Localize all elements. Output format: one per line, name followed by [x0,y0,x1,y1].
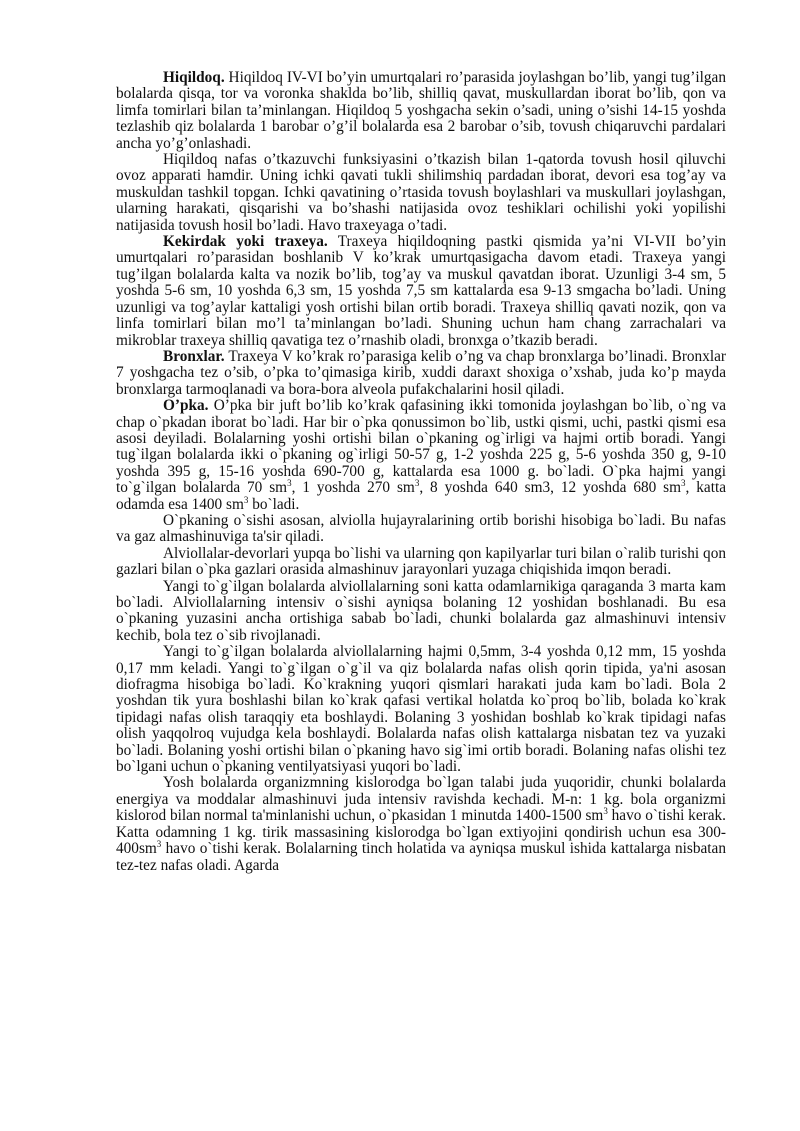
paragraph-opka-growth [116,513,726,546]
paragraph-text: , katta odamda esa 1400 sm [116,479,726,513]
paragraph-oxygen-demand [116,775,726,873]
paragraph-alviollalar-count [116,579,726,645]
paragraph-text: bo`ladi. [248,495,300,513]
paragraph-hiqildoq-function [116,152,726,234]
paragraph-hiqildoq [116,70,726,152]
paragraph-text: Yosh bolalarda organizmning kislorodga bo`lgan talabi juda yuqoridir, chunki bolalarda energiya va moddalar almashinuvi juda intensiv ravishda kechadi. M-n: 1 kg. bola organizmi kislorod bilan normal ta'minlanishi uchun, o`pkasidan 1 minutda 1400-1500 sm [116,774,726,825]
paragraph-text: O’pka bir juft bo’lib ko’krak qafasining ikki tomonida joylashgan bo`lib, o`ng va chap o`pkadan iborat bo`ladi. Har bir o`pka qonussimon bo`lib, ustki qismi, uchi, pastki qismi esa asosi deyiladi. Bolalarning yoshi ortishi bilan o`pkaning og`irligi va hajmi ortib boradi. Yangi tug`ilgan bolalarda ikki o`pkaning og`irligi 50-57 g, 1-2 yoshda 225 g, 5-6 yoshda 350 g, 9-10 yoshda 395 g, 15-16 yoshda 690-700 g, kattalarda esa 1000 g. bo`ladi. O`pka hajmi yangi to`g`ilgan bolalarda 70 sm [116,397,726,497]
paragraph-heading: Kekirdak yoki traxeya. [163,233,328,251]
paragraph-text: Traxeya hiqildoqning pastki qismida ya’ni VI-VII bo’yin umurtqalari ro’parasidan boshlanib V ko’krak umurtqasigacha davom etadi. Traxeya yangi tug’ilgan bolalarda kalta va nozik bo’lib, tog’ay va muskul qavatdan iborat. Uzunligi 3-4 sm, 5 yoshda 5-6 sm, 10 yoshda 6,3 sm, 15 yoshda 7,5 sm kattalarda esa 9-13 smgacha bo’ladi. Uning uzunligi va tog’aylar kattaligi yosh ortishi bilan ortib boradi. Traxeya shilliq qavati nozik, qon va linfa tomirlari bilan mo’l ta’minlangan bo’ladi. Shuning uchun ham chang zarrachalari va mikroblar traxeya shilliq qavatiga tez o’rnashib oladi, bronxga o’tkazib beradi. [116,233,726,349]
paragraph-text: havo o`tishi kerak. Bolalarning tinch holatida va ayniqsa muskul ishida kattalarga nisbatan tez-tez nafas oladi. Agarda [116,840,726,874]
superscript: 3 [681,478,686,489]
paragraph-text: Yangi to`g`ilgan bolalarda alviollalarning soni katta odamlarnikiga qaraganda 3 marta kam bo`ladi. Alviollalarning intensiv o`sishi ayniqsa bolaning 12 yoshidan boshlanadi. Bu esa o`pkaning yuzasini ancha ortishiga sabab bo`ladi, chunki bolalarda gaz almashinuvi intensiv kechib, bola tez o`sib rivojlanadi. [116,577,726,644]
paragraph-text: Hiqildoq nafas o’tkazuvchi funksiyasini o’tkazish bilan 1-qatorda tovush hosil qiluvchi ovoz apparati hamdir. Uning ichki qavati tukli shilimshiq pardadan iborat, devori esa tog’ay va muskuldan tashkil topgan. Ichki qavatining o’rtasida tovush boylashlari va muskullari joylashgan, ularning harakati, qisqarishi va bo’shashi natijasida ovoz teshiklari ochilishi yoki yopilishi natijasida tovush hosil bo’ladi. Havo traxeyaga o’tadi. [116,151,726,234]
paragraph-text: Traxeya V ko’krak ro’parasiga kelib o’ng va chap bronxlarga bo’linadi. Bronxlar 7 yoshgacha tez o’sib, o’pka to’qimasiga kirib, xuddi daraxt shoxiga o’xshab, juda ko’p mayda bronxlarga tarmoqlanadi va bora-bora alveola pufakchalarini hosil qiladi. [116,347,726,398]
paragraph-text: havo o`tishi kerak. Katta odamning 1 kg. tirik massasining kislorodga bo`lgan extiyojini qondirish uchun esa 300-400sm [116,807,726,858]
superscript: 3 [243,494,249,505]
superscript: 3 [603,806,608,817]
paragraph-text: Alviollalar-devorlari yupqa bo`lishi va ularning qon kapilyarlar turi bilan o`ralib turishi qon gazlari bilan o`pka gazlari orasida almashinuv jarayonlari yuzaga chiqishida imqon beradi. [116,544,726,579]
paragraph-text: O`pkaning o`sishi asosan, alviolla hujayralarining ortib borishi hisobiga bo`ladi. Bu nafas va gaz almashinuviga ta'sir qiladi. [116,511,726,546]
paragraph-traxeya [116,234,726,349]
paragraph-text: Yangi to`g`ilgan bolalarda alviollalarning hajmi 0,5mm, 3-4 yoshda 0,12 mm, 15 yoshda 0,17 mm keladi. Yangi to`g`ilgan o`g`il va qiz bolalarda nafas olish qorin tipida, ya'ni asosan diofragma hisobiga bo`ladi. Ko`krakning yuqori qismlari harakati juda kam bo`ladi. Bola 2 yoshdan tik yura boshlashi bilan ko`krak qafasi vertikal holatda ko`proq bo`lib, bolada ko`krak tipidagi nafas olish taraqqiy eta boshlaydi. Bolaning 3 yoshidan boshlab ko`krak tipidagi nafas olish yaqqolroq vujudga kela boshlaydi. Bolalarda nafas olish kattalarga nisbatan tez va yuzaki bo`ladi. Bolaning yoshi ortishi bilan o`pkaning havo sig`imi ortib boradi. Bolaning nafas olishi tez bo`lgani uchun o`pkaning ventilyatsiyasi yuqori bo`ladi. [116,643,726,776]
paragraph-alviollalar-walls [116,546,726,579]
paragraph-text: , 1 yoshda 270 sm [291,479,415,497]
paragraph-text: , 8 yoshda 640 sm3, 12 yoshda 680 sm [419,479,682,497]
paragraph-heading: Bronxlar. [163,347,225,365]
superscript: 3 [156,839,162,849]
paragraph-opka [116,398,726,513]
paragraph-bronxlar [116,349,726,398]
paragraph-alviollalar-volume [116,644,726,775]
superscript: 3 [287,478,292,489]
paragraph-heading: Hiqildoq. [163,69,225,86]
superscript: 3 [414,478,420,489]
paragraph-heading: O’pka. [163,397,209,415]
paragraph-text: Hiqildoq IV-VI bo’yin umurtqalari ro’parasida joylashgan bo’lib, yangi tug’ilgan bolalarda qisqa, tor va voronka shaklda bo’lib, shilliq qavat, muskullardan iborat bo’lib, qon va limfa tomirlari bilan ta’minlangan. Hiqildoq 5 yoshgacha sekin o’sadi, uning o’sishi 14-15 yoshda tezlashib qiz bolalarda 1 barobar o’g’il bolalarda esa 2 barobar o’sib, tovush chiqaruvchi pardalari ancha yo’g’onlashadi. [116,69,726,152]
